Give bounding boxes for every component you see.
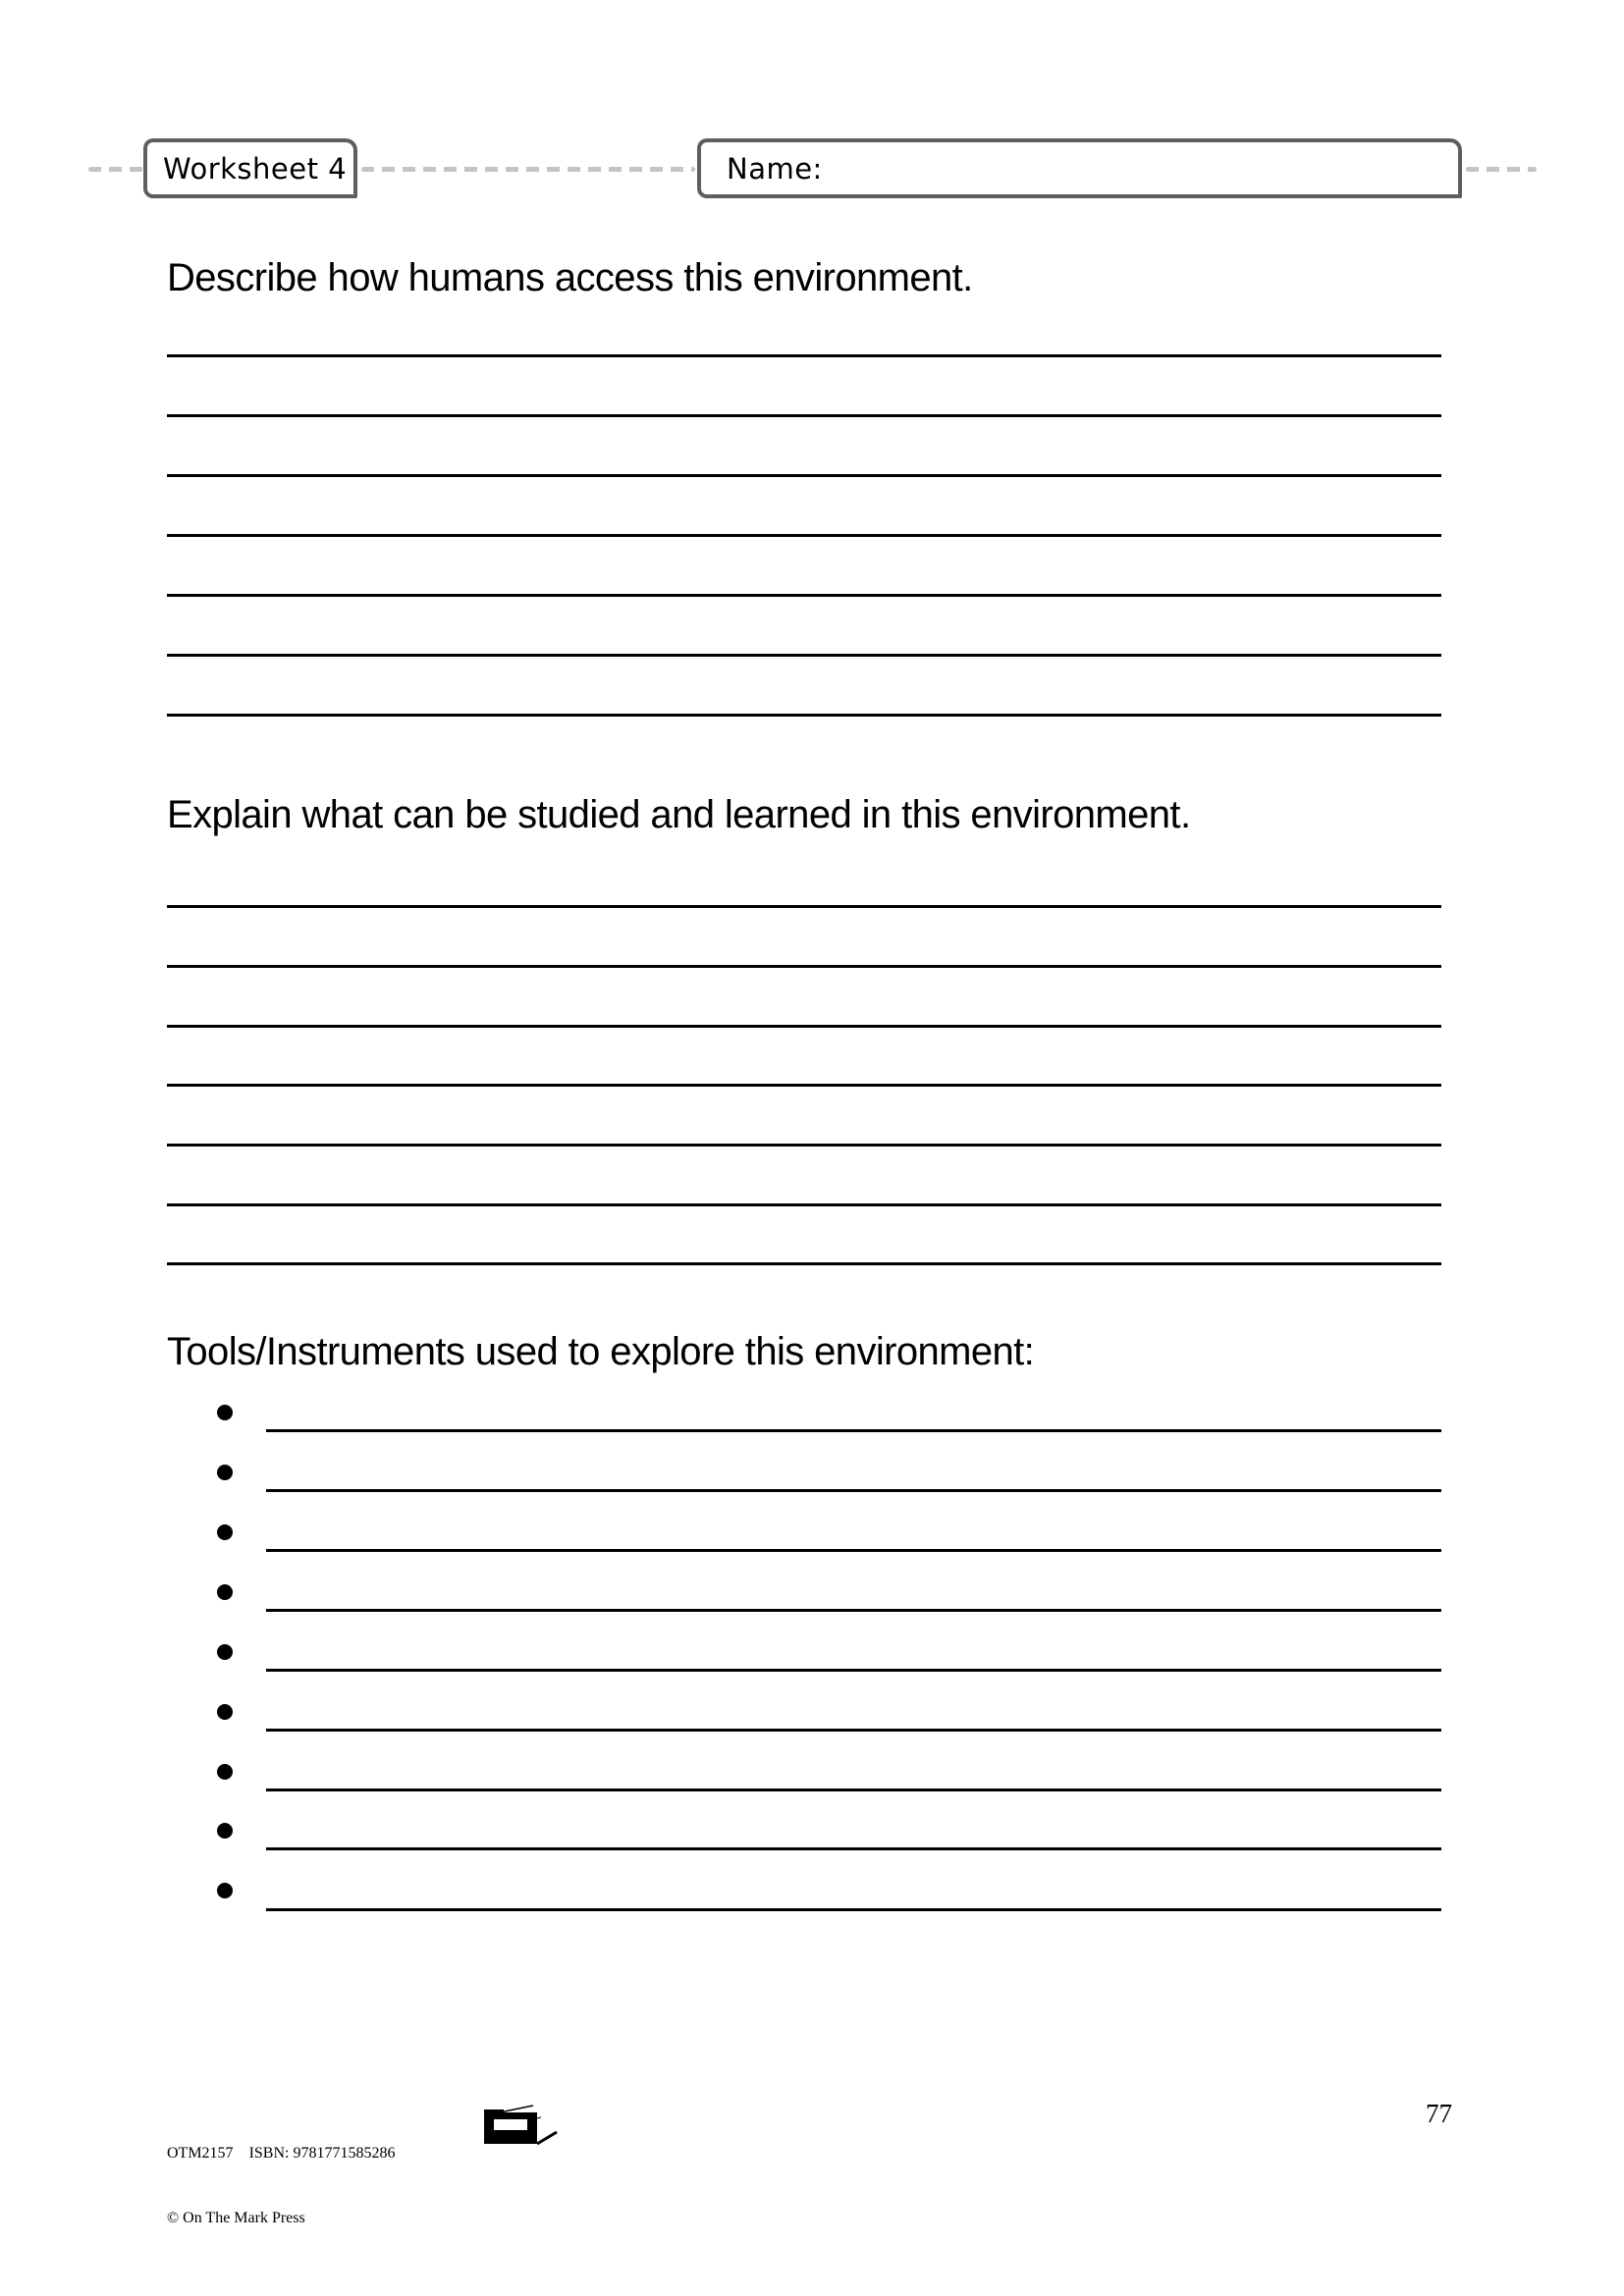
tool-answer-line[interactable] <box>266 1609 1441 1612</box>
prompt-tools: Tools/Instruments used to explore this environment: <box>167 1330 1035 1373</box>
tool-answer-line[interactable] <box>266 1429 1441 1432</box>
photocopier-icon <box>482 2101 561 2150</box>
bullet-icon <box>217 1823 233 1839</box>
answer-line[interactable] <box>167 1203 1441 1206</box>
name-field[interactable] <box>697 138 1462 198</box>
bullet-icon <box>217 1764 233 1780</box>
tool-answer-line[interactable] <box>266 1908 1441 1911</box>
answer-line[interactable] <box>167 534 1441 537</box>
prompt-study: Explain what can be studied and learned in this environment. <box>167 793 1191 836</box>
answer-line[interactable] <box>167 1084 1441 1087</box>
bullet-icon <box>217 1584 233 1600</box>
answer-line[interactable] <box>167 1025 1441 1028</box>
bullet-icon <box>217 1405 233 1420</box>
bullet-icon <box>217 1704 233 1720</box>
answer-line[interactable] <box>167 594 1441 597</box>
page-number: 77 <box>1426 2099 1452 2128</box>
answer-line[interactable] <box>167 714 1441 717</box>
answer-line[interactable] <box>167 654 1441 657</box>
footer-code: OTM2157 <box>167 2145 234 2162</box>
footer-isbn: ISBN: 9781771585286 <box>248 2145 396 2162</box>
tool-answer-line[interactable] <box>266 1847 1441 1850</box>
tool-answer-line[interactable] <box>266 1669 1441 1672</box>
bullet-icon <box>217 1465 233 1480</box>
footer-publication-info <box>167 2100 395 2272</box>
worksheet-label: Worksheet 4 <box>163 152 348 186</box>
answer-line[interactable] <box>167 905 1441 908</box>
worksheet-label-box <box>143 138 357 198</box>
answer-line[interactable] <box>167 965 1441 968</box>
answer-line[interactable] <box>167 1262 1441 1265</box>
tool-answer-line[interactable] <box>266 1789 1441 1791</box>
tool-answer-line[interactable] <box>266 1729 1441 1732</box>
tool-answer-line[interactable] <box>266 1549 1441 1552</box>
answer-line[interactable] <box>167 474 1441 477</box>
header-dashes-middle <box>361 167 695 172</box>
footer-copyright: © On The Mark Press <box>167 2210 305 2226</box>
header-dashes-right <box>1466 167 1537 172</box>
answer-line[interactable] <box>167 354 1441 357</box>
bullet-icon <box>217 1883 233 1898</box>
answer-line[interactable] <box>167 414 1441 417</box>
name-label: Name: <box>727 152 823 186</box>
tool-answer-line[interactable] <box>266 1489 1441 1492</box>
answer-line[interactable] <box>167 1144 1441 1147</box>
header-dashes-left <box>88 167 143 172</box>
bullet-icon <box>217 1524 233 1540</box>
prompt-access: Describe how humans access this environment. <box>167 256 973 299</box>
bullet-icon <box>217 1644 233 1660</box>
